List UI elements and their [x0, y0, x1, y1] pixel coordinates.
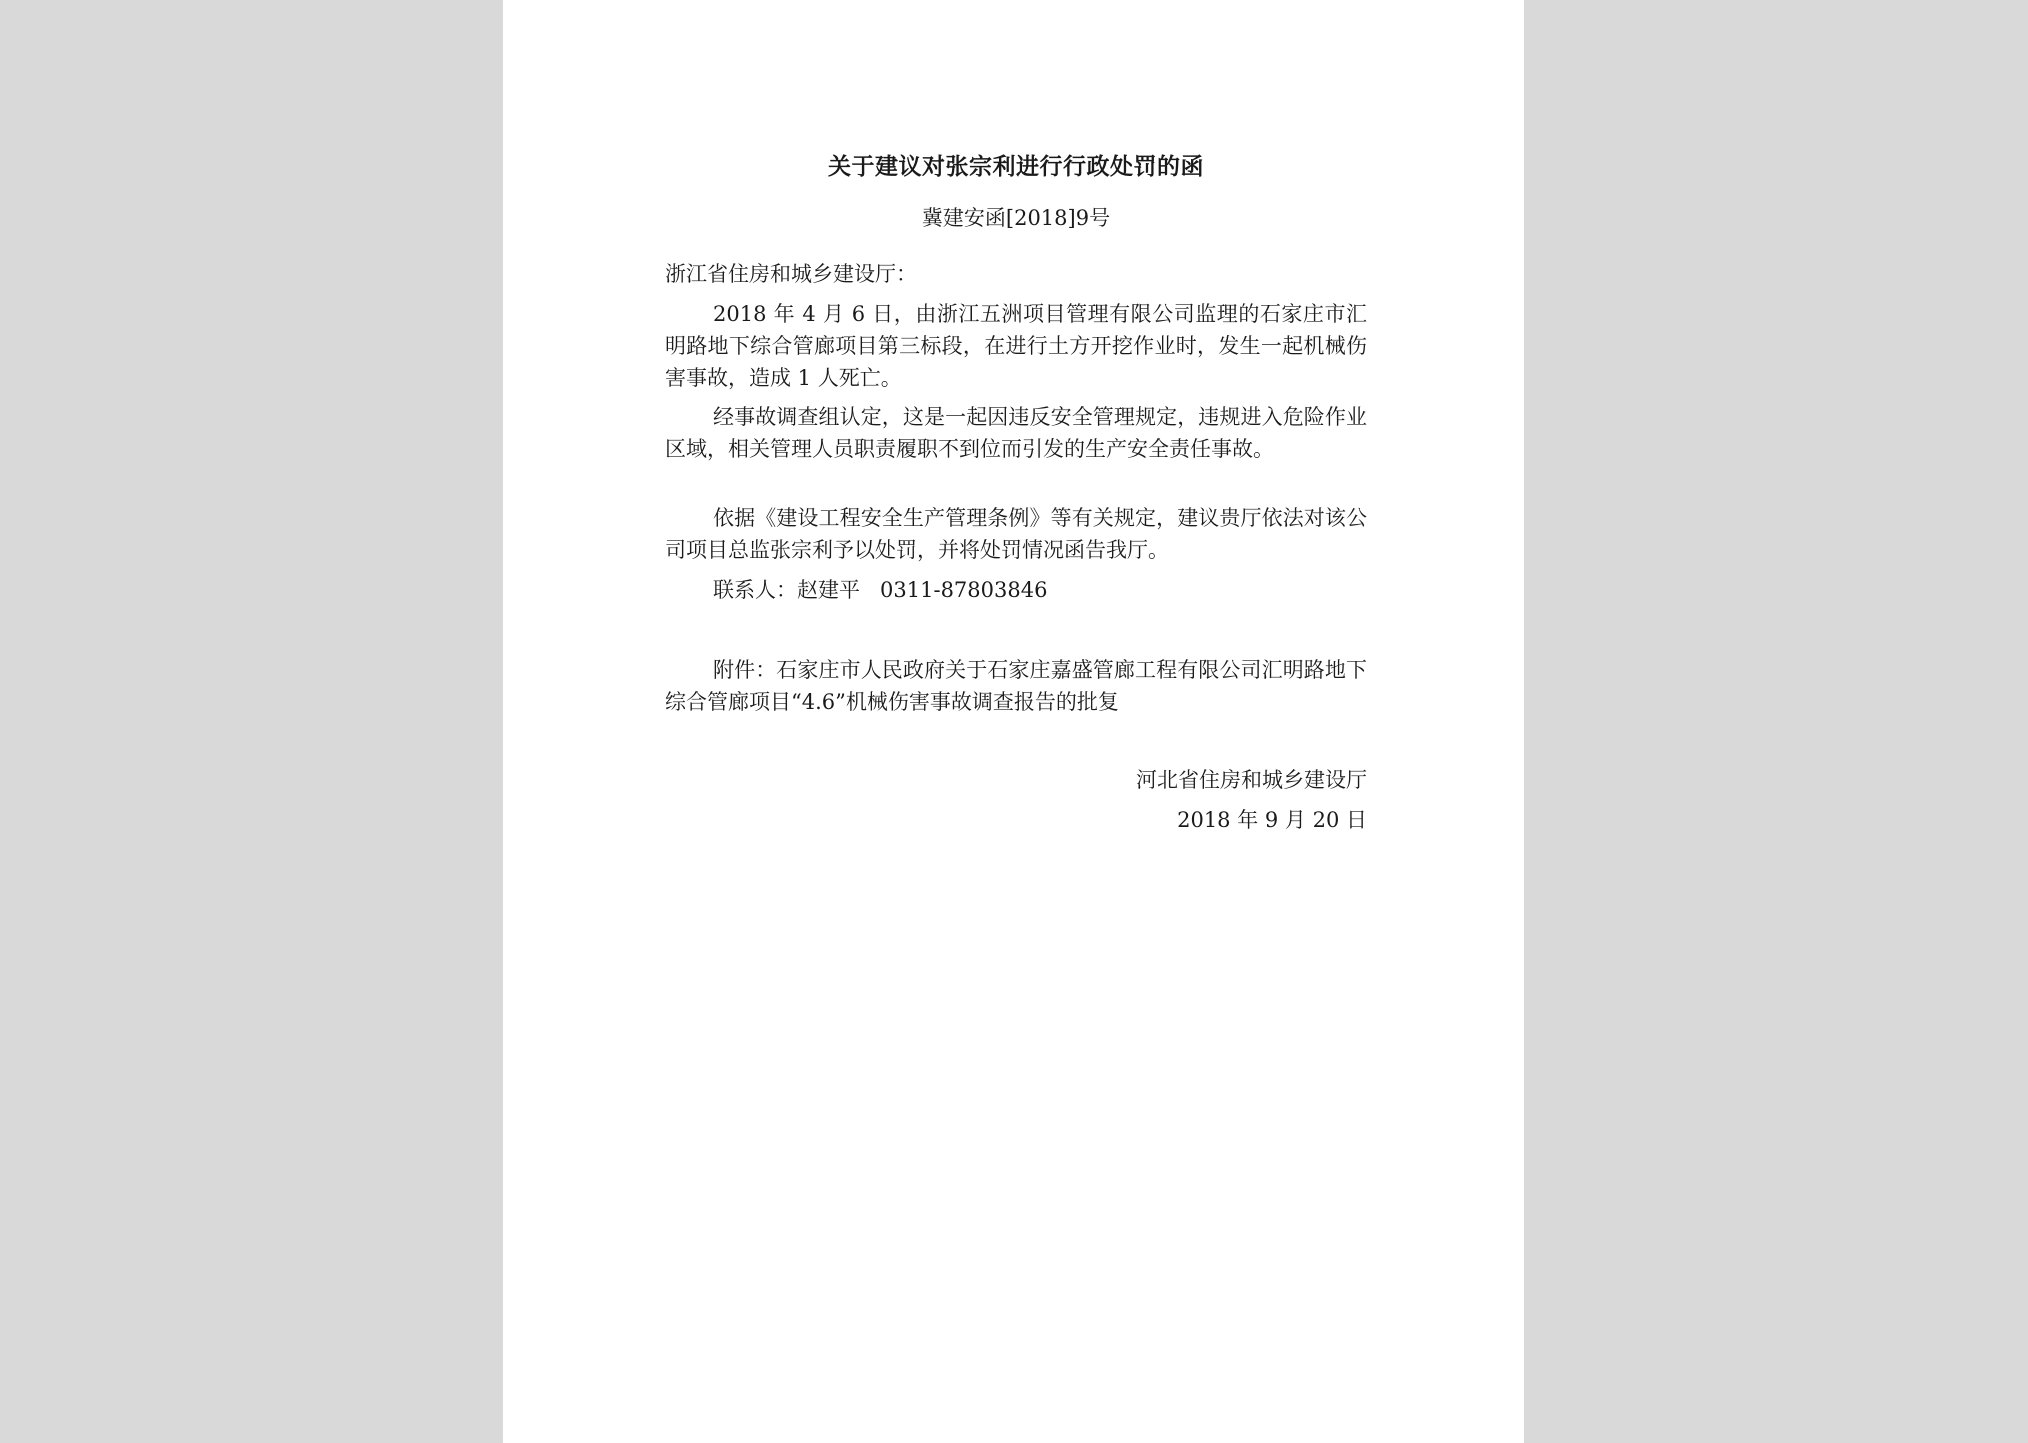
paragraph-1: 2018 年 4 月 6 日，由浙江五洲项目管理有限公司监理的石家庄市汇明路地下综合管廊项目第三标段，在进行土方开挖作业时，发生一起机械伤害事故，造成 1 人死亡。 — [665, 302, 1367, 390]
salutation: 浙江省住房和城乡建设厅： — [665, 262, 917, 286]
attachment-note: 附件：石家庄市人民政府关于石家庄嘉盛管廊工程有限公司汇明路地下综合管廊项目“4.6”机械伤害事故调查报告的批复 — [665, 658, 1367, 714]
paragraph-2: 经事故调查组认定，这是一起因违反安全管理规定，违规进入危险作业区域，相关管理人员职责履职不到位而引发的生产安全责任事故。 — [665, 405, 1367, 461]
document-title: 关于建议对张宗利进行行政处罚的函 — [828, 153, 1204, 180]
contact-line: 联系人：赵建平 0311-87803846 — [713, 578, 1048, 602]
document-page — [503, 0, 1524, 1443]
paragraph-3: 依据《建设工程安全生产管理条例》等有关规定，建议贵厅依法对该公司项目总监张宗利予以处罚，并将处罚情况函告我厅。 — [665, 506, 1367, 562]
signature-date: 2018 年 9 月 20 日 — [1177, 808, 1367, 832]
signature-organization: 河北省住房和城乡建设厅 — [1136, 768, 1367, 792]
document-number: 冀建安函[2018]9号 — [921, 206, 1111, 230]
